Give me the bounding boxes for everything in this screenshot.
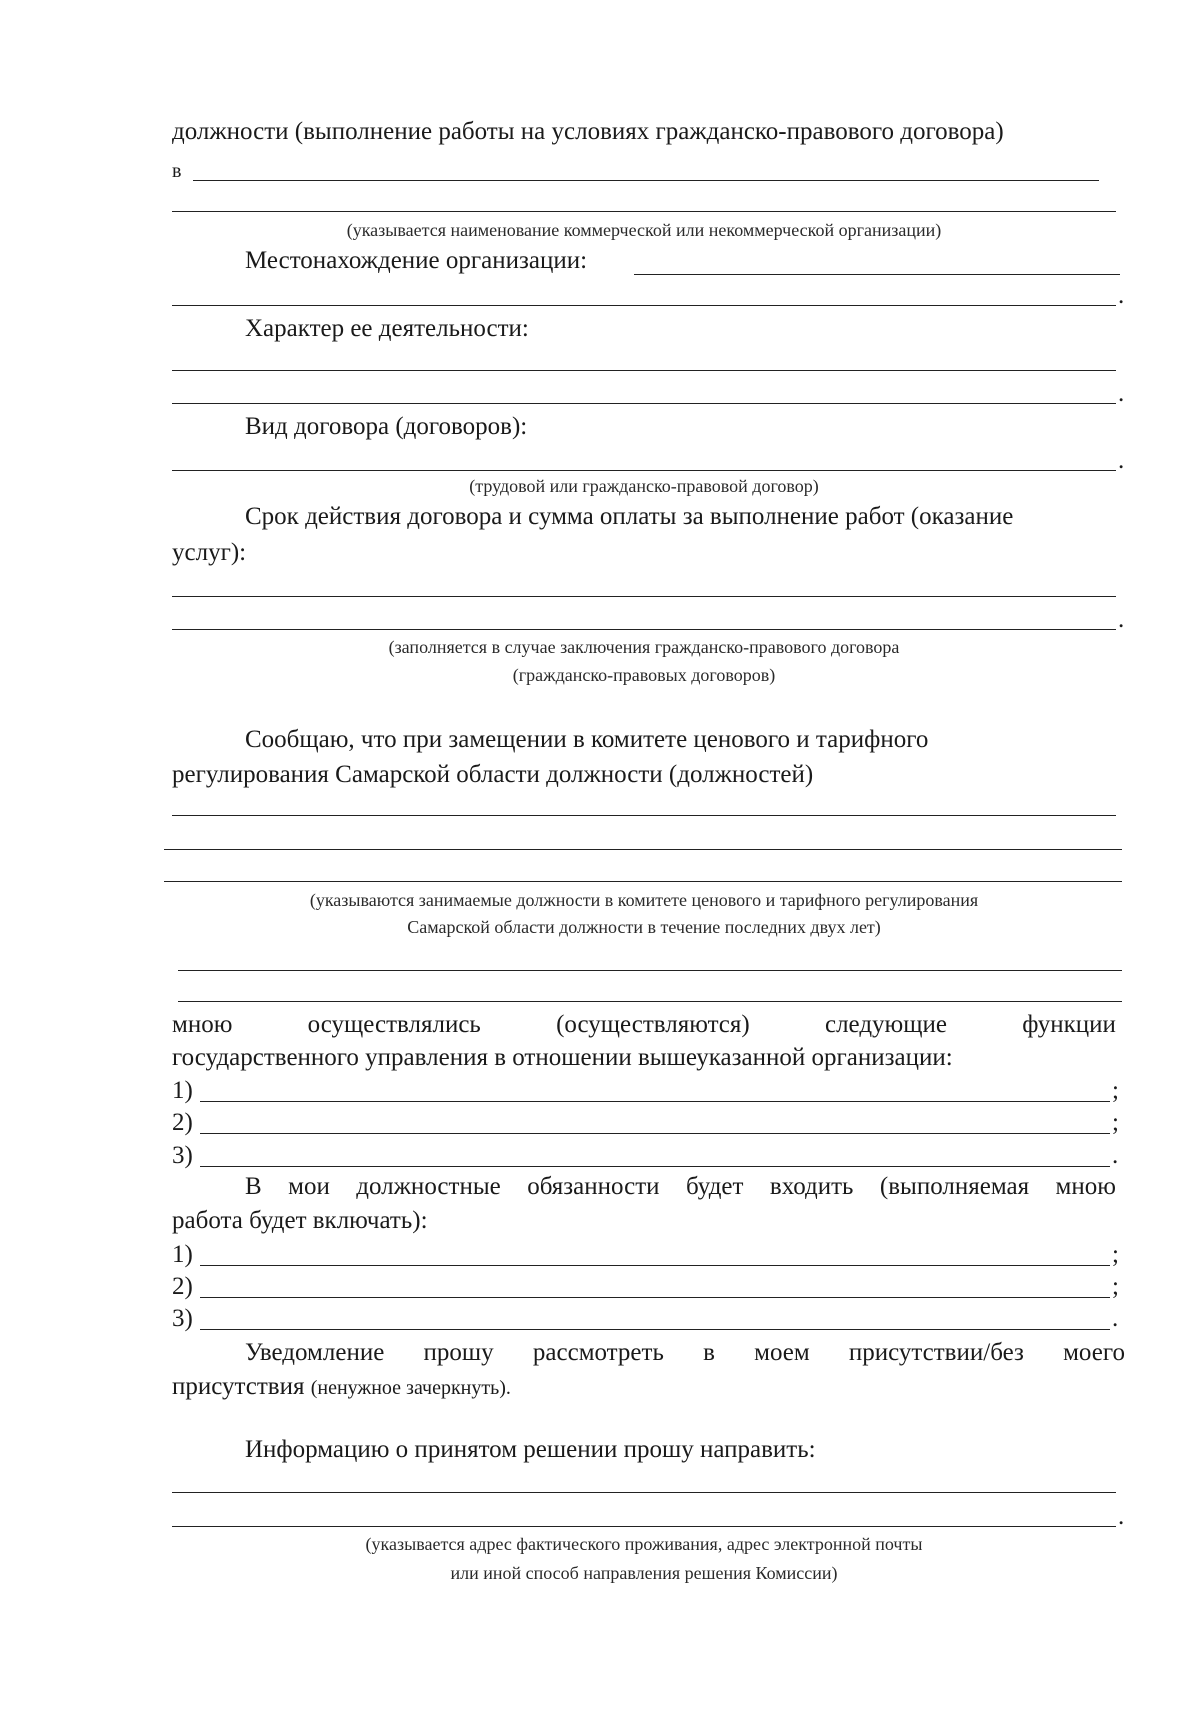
positions-field-line-5[interactable] xyxy=(178,1001,1122,1002)
word: мои xyxy=(288,1173,330,1200)
label-contract-type: Вид договора (договоров): xyxy=(245,413,528,440)
word: моем xyxy=(754,1339,810,1366)
word: обязанности xyxy=(527,1173,660,1200)
duties-item-2-number: 2) xyxy=(172,1273,193,1300)
contract-type-end-dot: . xyxy=(1118,447,1125,474)
duties-item-1-number: 1) xyxy=(172,1241,193,1268)
location-field-line-2[interactable] xyxy=(172,305,1116,306)
org-name-field-line-2[interactable] xyxy=(172,211,1116,212)
address-field-line-1[interactable] xyxy=(172,1492,1116,1493)
activity-field-line-2[interactable] xyxy=(172,403,1116,404)
word: мною xyxy=(172,1011,233,1038)
word: в xyxy=(703,1339,715,1366)
address-end-dot: . xyxy=(1118,1503,1125,1530)
positions-field-line-4[interactable] xyxy=(178,970,1122,971)
location-field-line-1[interactable] xyxy=(634,274,1120,275)
caption-contract-type: (трудовой или гражданско-правовой договор) xyxy=(469,476,819,496)
label-term-line-2: услуг): xyxy=(172,539,247,566)
word: В xyxy=(245,1173,262,1200)
word: Уведомление xyxy=(245,1339,385,1366)
location-end-dot: . xyxy=(1118,282,1125,309)
word: рассмотреть xyxy=(532,1339,664,1366)
functions-item-3-dot: . xyxy=(1112,1142,1119,1169)
word: (выполняемая xyxy=(879,1173,1030,1200)
word: должностные xyxy=(356,1173,501,1200)
text-consider-presence: присутствия xyxy=(172,1373,311,1400)
text-report-line-2: регулирования Самарской области должности (должностей) xyxy=(172,761,814,788)
term-field-line-1[interactable] xyxy=(172,596,1116,597)
address-field-line-2[interactable] xyxy=(172,1526,1116,1527)
word: прошу xyxy=(423,1339,494,1366)
word: присутствии/без xyxy=(848,1339,1024,1366)
duties-item-2-semicolon: ; xyxy=(1112,1273,1119,1300)
org-name-field-line-1[interactable] xyxy=(193,180,1099,181)
word: осуществлялись xyxy=(307,1011,481,1038)
text-duties-line-2: работа будет включать): xyxy=(172,1207,428,1234)
duties-item-3-dot: . xyxy=(1112,1305,1119,1332)
caption-org-name: (указывается наименование коммерческой или некоммерческой организации) xyxy=(346,220,942,240)
functions-item-1-line[interactable] xyxy=(200,1101,1110,1102)
activity-end-dot: . xyxy=(1118,380,1125,407)
duties-item-3-line[interactable] xyxy=(200,1329,1110,1330)
label-info-delivery: Информацию о принятом решении прошу направить: xyxy=(245,1436,816,1463)
word: входить xyxy=(769,1173,854,1200)
word: будет xyxy=(686,1173,744,1200)
term-field-line-2[interactable] xyxy=(172,629,1116,630)
label-term-line-1: Срок действия договора и сумма оплаты за выполнение работ (оказание xyxy=(245,503,1014,530)
text-report-line-1: Сообщаю, что при замещении в комитете ценового и тарифного xyxy=(245,726,929,753)
caption-positions-1: (указываются занимаемые должности в комитете ценового и тарифного регулирования xyxy=(309,890,979,910)
contract-type-field-line[interactable] xyxy=(172,470,1116,471)
caption-address-2: или иной способ направления решения Комиссии) xyxy=(450,1563,838,1583)
caption-address-1: (указывается адрес фактического проживания, адрес электронной почты xyxy=(365,1534,923,1554)
caption-civil-contract-2: (гражданско-правовых договоров) xyxy=(512,665,776,685)
text-duties-line-1 xyxy=(245,1172,1116,1202)
duties-item-1-semicolon: ; xyxy=(1112,1241,1119,1268)
word: (осуществляются) xyxy=(556,1011,750,1038)
text-position-continuation: должности (выполнение работы на условиях гражданско-правового договора) xyxy=(172,118,1004,145)
positions-field-line-2[interactable] xyxy=(164,849,1122,850)
text-consider-strike-note: (ненужное зачеркнуть). xyxy=(310,1377,511,1399)
word: функции xyxy=(1022,1011,1116,1038)
text-functions-line-1 xyxy=(172,1010,1116,1040)
word: мною xyxy=(1055,1173,1116,1200)
functions-item-2-number: 2) xyxy=(172,1109,193,1136)
functions-item-1-number: 1) xyxy=(172,1077,193,1104)
label-location: Местонахождение организации: xyxy=(245,247,588,274)
positions-field-line-1[interactable] xyxy=(172,815,1116,816)
text-in-prefix: в xyxy=(172,160,182,182)
functions-item-3-number: 3) xyxy=(172,1142,193,1169)
text-functions-line-2: государственного управления в отношении вышеуказанной организации: xyxy=(172,1044,953,1071)
functions-item-1-semicolon: ; xyxy=(1112,1077,1119,1104)
text-consider-line-1 xyxy=(245,1338,1125,1368)
duties-item-2-line[interactable] xyxy=(200,1297,1110,1298)
word: моего xyxy=(1063,1339,1125,1366)
activity-field-line-1[interactable] xyxy=(172,370,1116,371)
positions-field-line-3[interactable] xyxy=(164,881,1122,882)
functions-item-2-line[interactable] xyxy=(200,1133,1110,1134)
functions-item-3-line[interactable] xyxy=(200,1166,1110,1167)
word: следующие xyxy=(824,1011,947,1038)
term-end-dot: . xyxy=(1118,606,1125,633)
text-consider-line-2 xyxy=(172,1372,511,1403)
label-activity: Характер ее деятельности: xyxy=(245,315,529,342)
caption-civil-contract-1: (заполняется в случае заключения гражданско-правового договора xyxy=(388,637,900,657)
duties-item-1-line[interactable] xyxy=(200,1265,1110,1266)
caption-positions-2: Самарской области должности в течение последних двух лет) xyxy=(407,917,881,937)
duties-item-3-number: 3) xyxy=(172,1305,193,1332)
functions-item-2-semicolon: ; xyxy=(1112,1109,1119,1136)
